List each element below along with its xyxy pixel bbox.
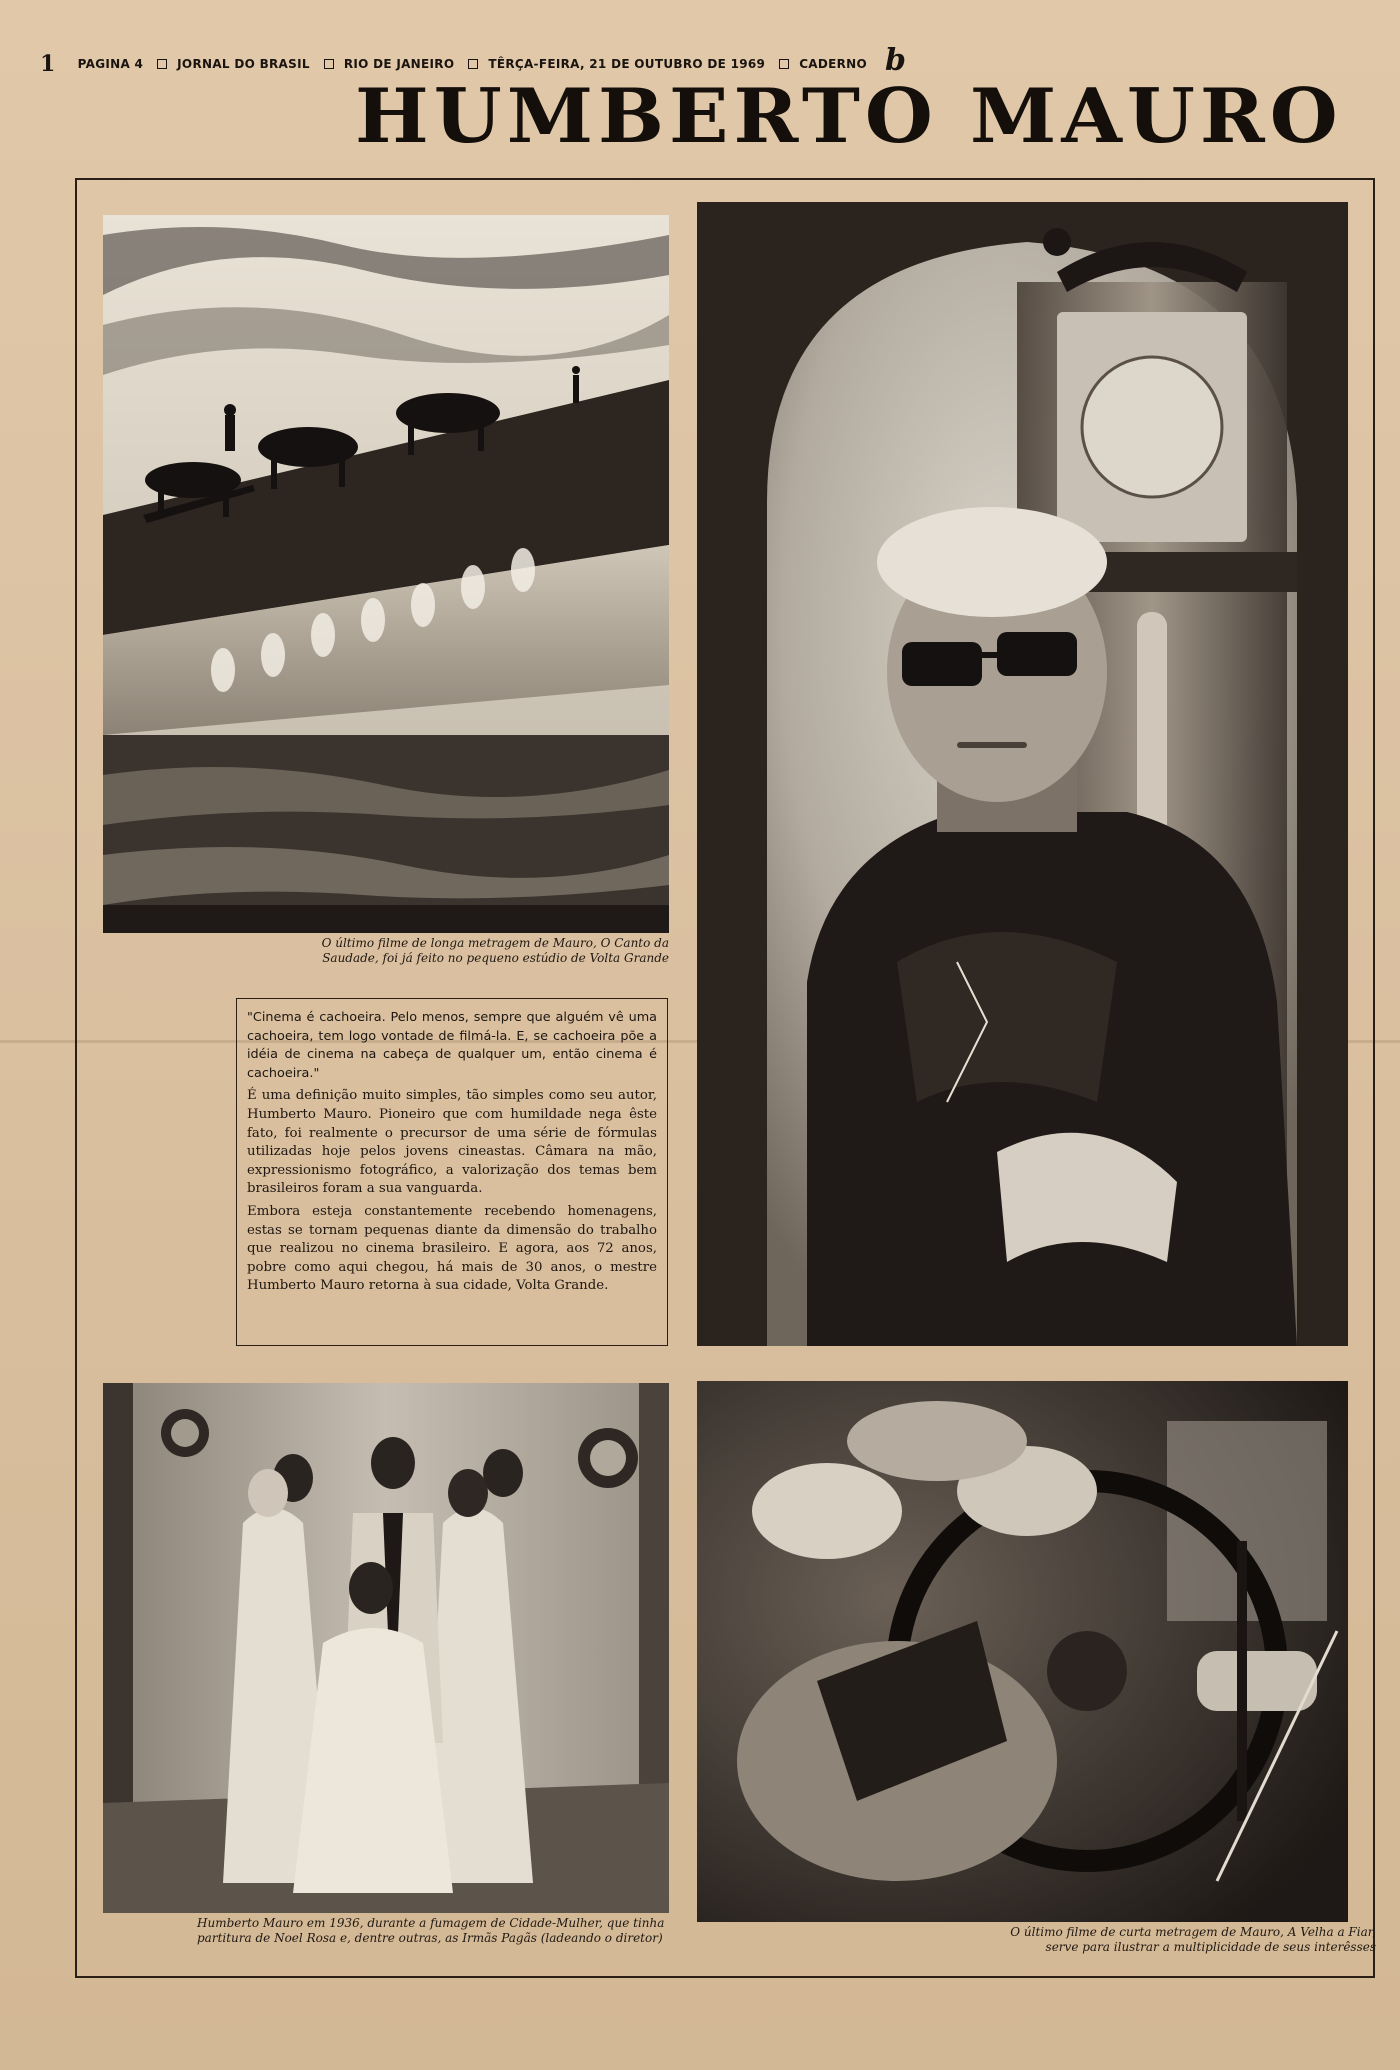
article-paragraph-2: Embora esteja constantemente recebendo homenagens, estas se tornam pequenas diante da dimensão do trabalho que realizou no cinema brasileiro. E agora, aos 72 anos, pobre como aqui chegou, há mais de 30 anos, o mestre Humberto Mauro retorna à sua cidade, Volta Grande. — [247, 1203, 657, 1294]
caption-bottom-right: O último filme de curta metragem de Mauro, A Velha a Fiar, serve para ilustrar a multiplicidade de seus interêsses — [1010, 1925, 1376, 1954]
page-title: HUMBERTO MAURO — [355, 72, 1343, 161]
caption-bottom-left: Humberto Mauro em 1936, durante a fumagem de Cidade-Mulher, que tinha partitura de Noel Rosa e, dentre outras, as Irmãs Pagãs (ladeando o diretor) — [197, 1916, 665, 1945]
section-letter: b — [885, 42, 907, 78]
caption-top-left: O último filme de longa metragem de Mauro, O Canto da Saudade, foi já feito no pequeno estúdio de Volta Grande — [321, 936, 669, 965]
article-textbox — [236, 998, 668, 1346]
article-quote: "Cinema é cachoeira. Pelo menos, sempre que alguém vê uma cachoeira, tem logo vontade de filmá-la. E, se cachoeira põe a idéia de cinema na cabeça de qualquer um, então cinema é cachoeira." — [247, 1010, 657, 1081]
page-number: 1 — [40, 51, 56, 77]
newspaper-name: JORNAL DO BRASIL — [177, 57, 310, 71]
section-label: CADERNO — [799, 57, 868, 71]
separator-box-icon — [157, 59, 167, 69]
photo-group-1936 — [103, 1383, 669, 1913]
separator-box-icon — [324, 59, 334, 69]
article-paragraph-1: É uma definição muito simples, tão simples como seu autor, Humberto Mauro. Pioneiro que com humildade nega êste fato, foi realmente o precursor de uma série de fórmulas utilizadas hoje pelos jovens cineastas. Câmara na mão, expressionismo fotográfico, a valorização dos temas bem brasileiros foram a sua vanguarda. — [247, 1088, 657, 1197]
city-name: RIO DE JANEIRO — [343, 57, 455, 71]
photo-ox-plow — [103, 215, 669, 933]
photo-portrait-mauro — [697, 202, 1348, 1346]
separator-box-icon — [468, 59, 478, 69]
issue-date: TÊRÇA-FEIRA, 21 DE OUTUBRO DE 1969 — [488, 57, 766, 71]
separator-box-icon — [779, 59, 789, 69]
page-label: PAGINA 4 — [77, 57, 144, 71]
photo-spinning-wheel — [697, 1381, 1348, 1922]
